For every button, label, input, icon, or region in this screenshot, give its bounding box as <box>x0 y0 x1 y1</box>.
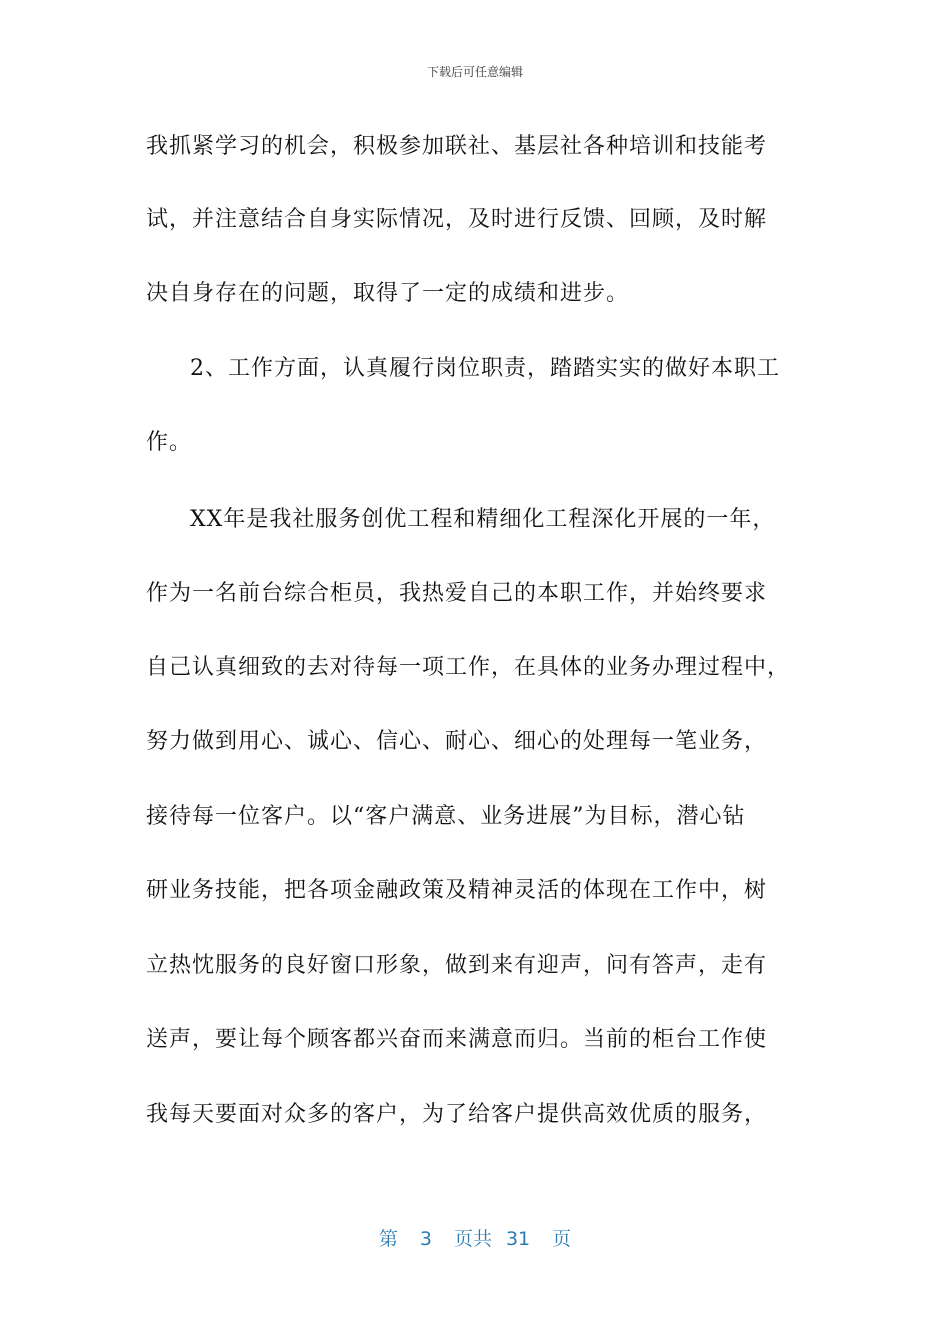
page-header: 下载后可任意编辑 <box>426 65 523 79</box>
current-page-number: 3 <box>419 1228 432 1250</box>
total-pages: 31 <box>505 1228 531 1250</box>
body-line: 立热忱服务的良好窗口形象，做到来有迎声，问有答声，走有 <box>146 953 768 978</box>
page-footer <box>0 1226 950 1252</box>
footer-suffix: 页 <box>552 1228 572 1250</box>
body-line: 决自身存在的问题，取得了一定的成绩和进步。 <box>146 281 630 306</box>
body-line: XX年是我社服务创优工程和精细化工程深化开展的一年， <box>190 507 776 532</box>
body-line: 2、工作方面，认真履行岗位职责，踏踏实实的做好本职工 <box>190 356 780 381</box>
body-line: 我抓紧学习的机会，积极参加联社、基层社各种培训和技能考 <box>146 134 768 159</box>
body-line: 研业务技能，把各项金融政策及精神灵活的体现在工作中，树 <box>146 878 768 903</box>
body-line: 我每天要面对众多的客户，为了给客户提供高效优质的服务， <box>146 1102 768 1127</box>
body-line: 作为一名前台综合柜员，我热爱自己的本职工作，并始终要求 <box>146 581 768 606</box>
body-line: 自己认真细致的去对待每一项工作，在具体的业务办理过程中， <box>146 655 791 680</box>
body-line: 努力做到用心、诚心、信心、耐心、细心的处理每一笔业务， <box>146 729 768 754</box>
body-line: 试，并注意结合自身实际情况，及时进行反馈、回顾，及时解 <box>146 207 768 232</box>
body-line: 送声，要让每个顾客都兴奋而来满意而归。当前的柜台工作使 <box>146 1027 768 1052</box>
footer-middle: 页共 <box>453 1228 492 1250</box>
body-line: 接待每一位客户。以“客户满意、业务进展”为目标，潜心钻 <box>146 804 746 829</box>
body-line: 作。 <box>146 430 193 455</box>
footer-prefix: 第 <box>378 1228 398 1250</box>
